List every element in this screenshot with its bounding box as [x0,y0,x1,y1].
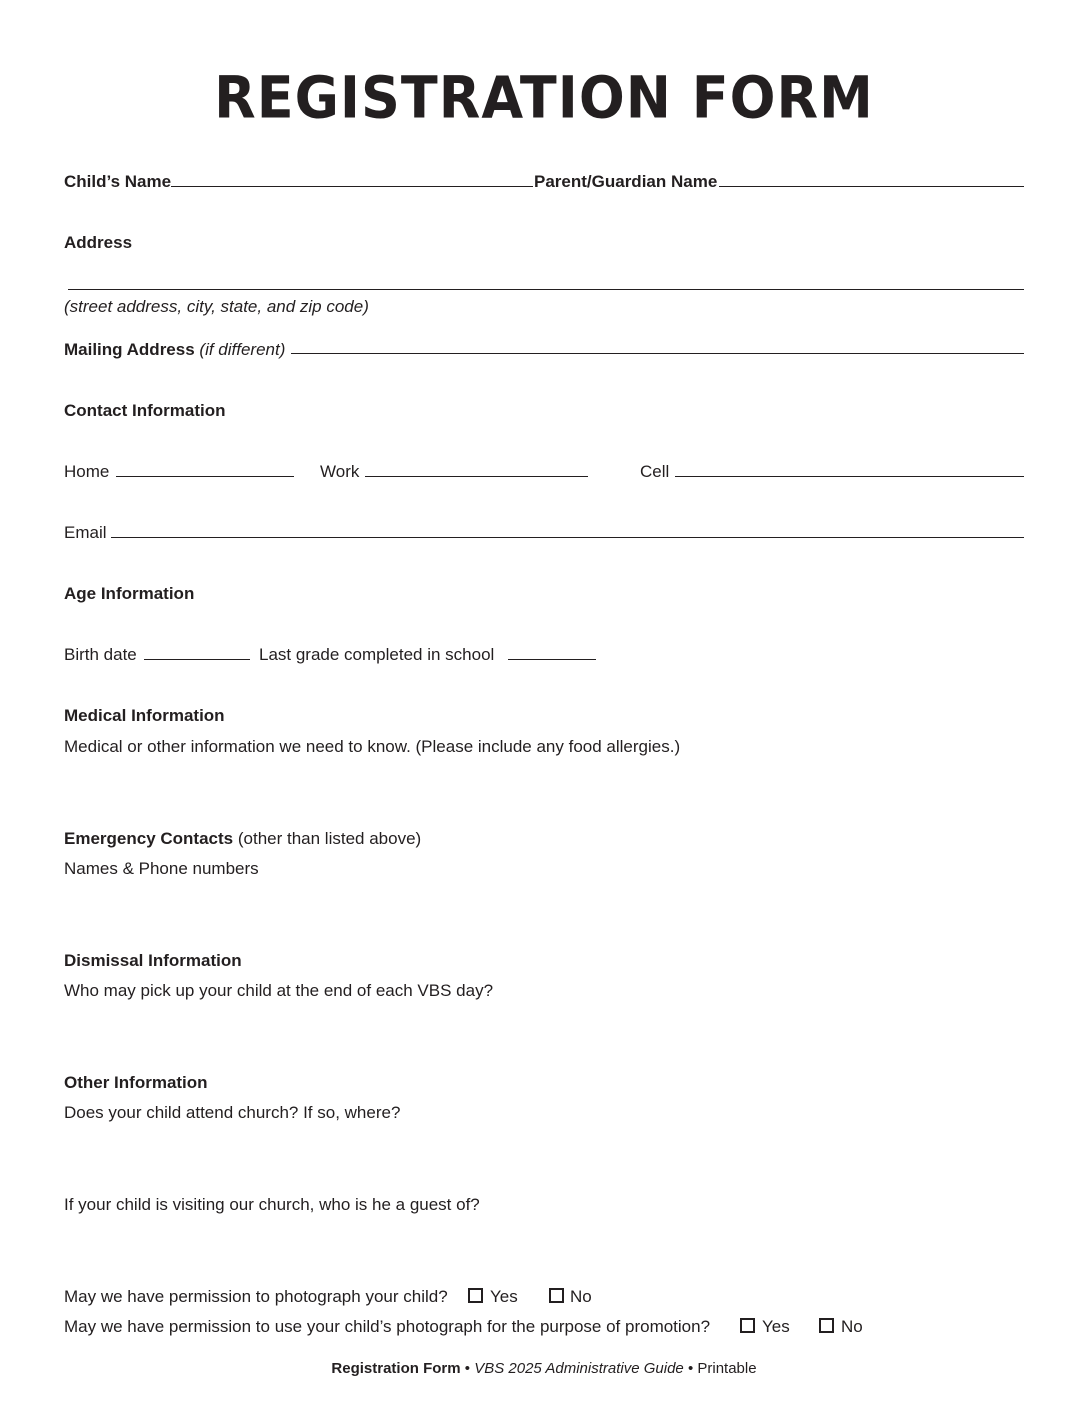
work-label: Work [320,462,360,481]
parent-name-field[interactable] [719,186,1024,187]
last-grade-field[interactable] [508,659,596,660]
promo-permission-prompt: May we have permission to use your child’s photograph for the purpose of promotion? [64,1317,711,1336]
home-label: Home [64,462,110,481]
dismissal-prompt: Who may pick up your child at the end of each VBS day? [64,981,494,1000]
mailing-address-field[interactable] [291,353,1024,354]
contact-info-heading: Contact Information [64,401,226,420]
church-prompt: Does your child attend church? If so, where? [64,1103,401,1122]
page-footer [0,1359,1088,1379]
parent-name-label: Parent/Guardian Name [534,172,718,191]
footer-guide-title: VBS 2025 Administrative Guide [474,1360,684,1377]
promo-yes-checkbox[interactable] [740,1318,755,1333]
address-field[interactable] [68,289,1024,290]
footer-format: Printable [697,1360,757,1377]
photo-permission-prompt: May we have permission to photograph your child? [64,1287,448,1306]
address-label: Address [64,233,133,252]
mailing-address-note: (if different) [199,340,286,359]
other-info-heading: Other Information [64,1073,208,1092]
childs-name-field[interactable] [171,186,533,187]
birth-date-field[interactable] [144,659,250,660]
footer-doc-name: Registration Form [331,1360,461,1377]
work-phone-field[interactable] [365,476,588,477]
emergency-prompt: Names & Phone numbers [64,859,259,878]
medical-info-heading: Medical Information [64,706,225,725]
mailing-address-label [64,340,285,360]
medical-prompt: Medical or other information we need to know. (Please include any food allergies.) [64,737,681,756]
last-grade-label: Last grade completed in school [259,645,495,664]
promo-no-label: No [841,1317,863,1336]
dismissal-info-heading: Dismissal Information [64,951,242,970]
emergency-contacts-text: Emergency Contacts [64,829,234,848]
guest-prompt: If your child is visiting our church, who is he a guest of? [64,1195,480,1214]
emergency-contacts-heading [64,829,421,849]
photo-no-checkbox[interactable] [549,1288,564,1303]
birth-date-label: Birth date [64,645,137,664]
promo-no-checkbox[interactable] [819,1318,834,1333]
childs-name-label: Child’s Name [64,172,172,191]
photo-yes-checkbox[interactable] [468,1288,483,1303]
cell-phone-field[interactable] [675,476,1024,477]
photo-no-label: No [570,1287,592,1306]
page-title: REGISTRATION FORM [214,63,874,132]
mailing-address-text: Mailing Address [64,340,195,359]
address-hint: (street address, city, state, and zip code) [64,297,369,316]
emergency-contacts-note: (other than listed above) [237,829,422,848]
photo-yes-label: Yes [490,1287,518,1306]
age-info-heading: Age Information [64,584,195,603]
footer-separator: • [687,1360,694,1377]
email-label: Email [64,523,107,542]
footer-separator: • [464,1360,471,1377]
email-field[interactable] [111,537,1024,538]
home-phone-field[interactable] [116,476,294,477]
promo-yes-label: Yes [762,1317,790,1336]
cell-label: Cell [640,462,670,481]
